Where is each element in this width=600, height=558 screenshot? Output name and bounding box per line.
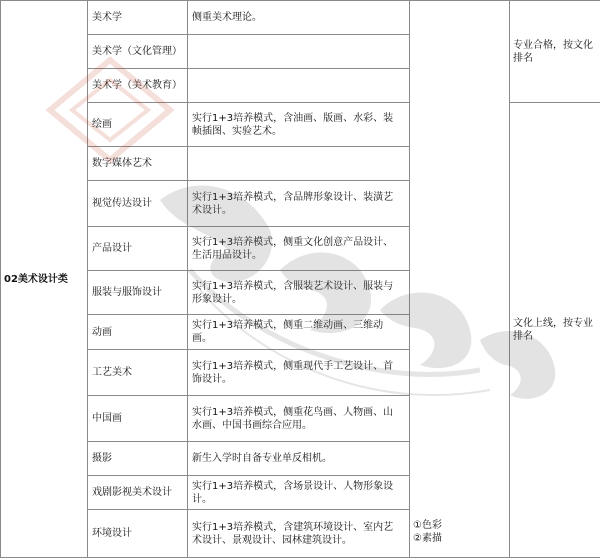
category-cell: 02美术设计类	[1, 1, 88, 558]
major-name: 环境设计	[88, 510, 188, 558]
major-name: 数字媒体艺术	[88, 147, 188, 181]
major-name: 工艺美术	[88, 350, 188, 396]
major-desc: 实行1+3培养模式，侧重文化创意产品设计、生活用品设计。	[188, 227, 410, 271]
admission-rule-cell: 专业合格，按文化排名	[510, 1, 600, 103]
major-desc: 实行1+3培养模式，侧重花鸟画、人物画、山水画、中国书画综合应用。	[188, 396, 410, 442]
admission-rule-cell: 文化上线，按专业排名	[510, 103, 600, 558]
major-name: 视觉传达设计	[88, 181, 188, 227]
major-name: 服装与服饰设计	[88, 271, 188, 315]
major-desc: 实行1+3培养模式，侧重现代手工艺设计、首饰设计。	[188, 350, 410, 396]
major-desc: 实行1+3培养模式，含品牌形象设计、装潢艺术设计。	[188, 181, 410, 227]
major-desc: 实行1+3培养模式，含建筑环境设计、室内艺术设计、景观设计、园林建筑设计。	[188, 510, 410, 558]
major-name: 绘画	[88, 103, 188, 147]
major-desc	[188, 69, 410, 103]
exam-subjects-text: ①色彩 ②素描	[413, 520, 442, 544]
major-desc	[188, 35, 410, 69]
major-desc: 实行1+3培养模式，含油画、版画、水彩、装帧插图、实验艺术。	[188, 103, 410, 147]
major-name: 美术学（文化管理）	[88, 35, 188, 69]
major-name: 产品设计	[88, 227, 188, 271]
table-row	[1, 1, 600, 35]
major-name: 摄影	[88, 442, 188, 476]
major-desc: 实行1+3培养模式，含场景设计、人物形象设计。	[188, 476, 410, 510]
major-desc: 新生入学时自备专业单反相机。	[188, 442, 410, 476]
major-name: 美术学（美术教育）	[88, 69, 188, 103]
major-name: 中国画	[88, 396, 188, 442]
table-row	[1, 103, 600, 147]
major-name: 美术学	[88, 1, 188, 35]
exam-subjects-cell	[410, 1, 510, 558]
major-desc	[188, 147, 410, 181]
major-desc: 侧重美术理论。	[188, 1, 410, 35]
major-desc: 实行1+3培养模式，含服装艺术设计、服装与形象设计。	[188, 271, 410, 315]
major-name: 动画	[88, 315, 188, 350]
major-desc: 实行1+3培养模式，侧重二维动画、三维动画。	[188, 315, 410, 350]
major-name: 戏剧影视美术设计	[88, 476, 188, 510]
